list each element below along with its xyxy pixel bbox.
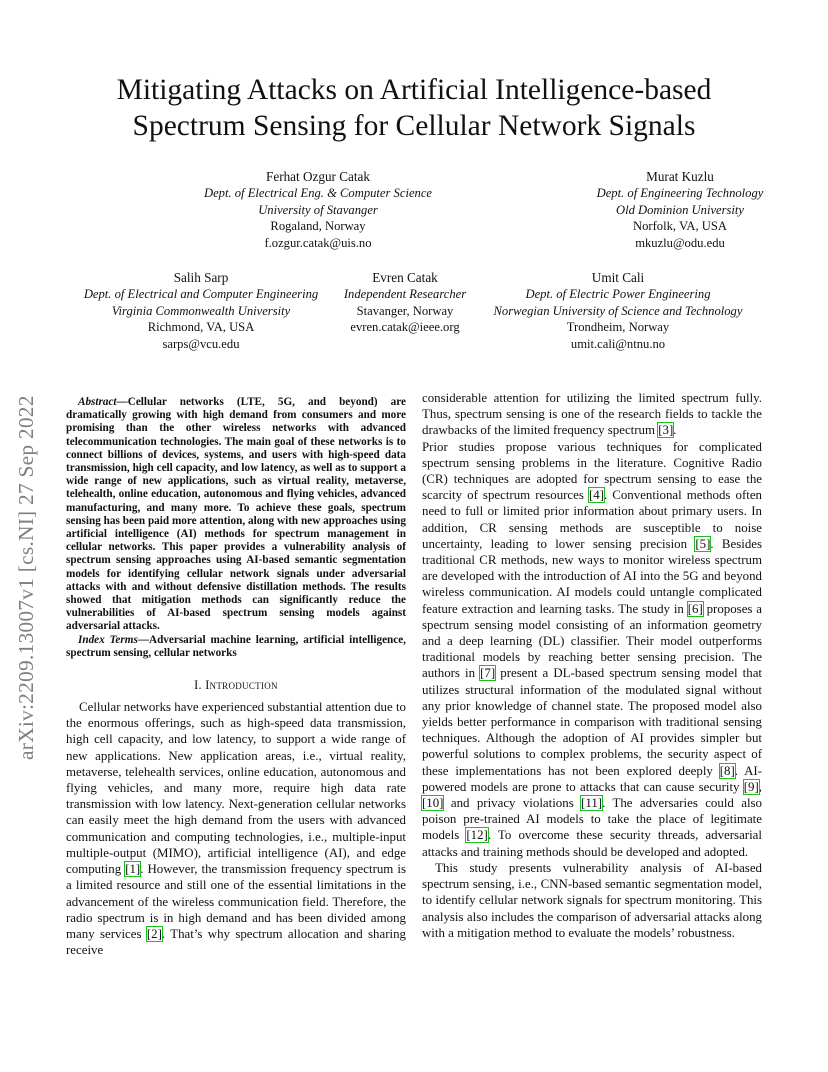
author-name: Ferhat Ozgur Catak <box>266 169 370 184</box>
intro-paragraph-1 <box>66 699 406 958</box>
text-run: considerable attention for utilizing the limited spectrum fully. Thus, spectrum sensing is one of the research fields to tackle the drawbacks of the limited frequency spectrum <box>422 391 762 438</box>
intro-paragraph-3 <box>422 860 762 941</box>
author-block-3 <box>56 270 346 352</box>
author-email[interactable]: f.ozgur.catak@uis.no <box>264 235 372 250</box>
title-line-1: Mitigating Attacks on Artificial Intelligence-based <box>116 74 712 106</box>
author-email[interactable]: evren.catak@ieee.org <box>350 320 460 335</box>
abstract-label: Abstract <box>78 396 117 408</box>
citation-link[interactable]: [7] <box>480 666 496 681</box>
author-email[interactable]: umit.cali@ntnu.no <box>570 336 666 351</box>
section-number: I. <box>194 678 202 693</box>
text-run: . To overcome these security threads, adversarial attacks and training methods should be developed and adopted. <box>422 828 762 859</box>
text-run: . AI-powered models are prone to attacks that can cause security <box>422 763 762 794</box>
citation-link[interactable]: [11] <box>581 796 603 811</box>
text-run: Prior studies propose various techniques for complicated spectrum sensing problems in the literature. Cognitive Radio (CR) techniques are adopted for spectrum sensing to ease the scarcity of spectrum resources <box>422 439 762 503</box>
citation-link[interactable]: [12] <box>466 828 488 843</box>
author-name: Umit Cali <box>591 270 645 285</box>
text-run: This study presents vulnerability analysis of AI-based spectrum sensing, i.e., CNN-based semantic segmentation model, to identify cellular network signals for spectrum monitoring. This analysis also includes the comparison of adversarial attacks along with a mitigation method to evaluate the models’ robustness. <box>422 860 762 940</box>
author-block-5 <box>478 270 758 352</box>
text-run: present a DL-based spectrum sensing model that utilizes structural information of the modulated signal without any prior knowledge of channel state. The proposed model also yields better performance in comparison with traditional sensing techniques. Although the adoption of AI provides simpler but powerful solutions to complex problems, the security aspect of these implementations has not been explored deeply <box>422 666 762 778</box>
author-dept: Dept. of Electric Power Engineering <box>525 287 711 302</box>
index-terms-text: —Adversarial machine learning, artificial intelligence, spectrum sensing, cellular networks <box>66 633 406 659</box>
author-location: Stavanger, Norway <box>356 303 454 318</box>
citation-link[interactable]: [2] <box>146 926 162 941</box>
author-email[interactable]: mkuzlu@odu.edu <box>635 235 725 250</box>
author-dept: Dept. of Electrical Eng. & Computer Science <box>203 186 433 201</box>
citation-link[interactable]: [9] <box>743 779 759 794</box>
paper-title <box>40 72 788 144</box>
paragraph-continuation <box>422 390 762 439</box>
abstract-text: —Cellular networks (LTE, 5G, and beyond) are dramatically growing with high demand from consumers and more promising than the other wireless networks with advanced telecommunication technologies. The main goal of these networks is to connect billions of devices, systems, and users with high-speed data transmission, high cell capacity, and low latency, as well as to support a wide range of new applications, such as virtual reality, metaverse, telehealth, online education, autonomous and flying vehicles, advanced manufacturing, and many more. To achieve these goals, spectrum sensing has been paid more attention, along with new approaches using artificial intelligence (AI) methods for spectrum management in cellular networks. This paper provides a vulnerability analysis of spectrum sensing approaches using AI-based semantic segmentation models for identifying cellular network signals under adversarial attacks with and without defensive distillation methods. The results showed that mitigation methods can significantly reduce the vulnerabilities of AI-based spectrum sensing models against adversarial attacks. <box>66 396 406 633</box>
intro-paragraph-2 <box>422 439 762 860</box>
text-run: . Conventional methods often need to full or limited prior information about primary users. In addition, CR sensing methods are susceptible to noise uncertainty, leading to lower sensing precision <box>422 488 762 551</box>
citation-link[interactable]: [10] <box>422 796 444 811</box>
intro-paragraph-1-continued <box>422 390 762 439</box>
author-name: Salih Sarp <box>173 270 229 285</box>
citation-link[interactable]: [1] <box>125 862 141 877</box>
title-line-2: Spectrum Sensing for Cellular Network Signals <box>132 110 696 142</box>
author-dept: Independent Researcher <box>343 287 467 302</box>
arxiv-stamp: arXiv:2209.13007v1 [cs.NI] 27 Sep 2022 <box>14 395 38 760</box>
author-univ: Virginia Commonwealth University <box>111 303 291 318</box>
citation-link[interactable]: [8] <box>719 763 735 778</box>
text-run: , <box>758 779 762 794</box>
abstract <box>66 396 406 660</box>
author-univ: Old Dominion University <box>615 202 745 217</box>
author-block-1 <box>118 169 518 251</box>
section-heading-introduction <box>66 678 406 693</box>
text-run: Cellular networks have experienced substantial attention due to the enormous offerings, such as high-speed data transmission, high cell capacity, and low latency, to support a wide range of new applications. New application areas, i.e., virtual reality, metaverse, telehealth services, online education, autonomous and flying vehicles, and many more, require high data rate transmission with low latency. Next-generation cellular networks can easily meet the high demand from the users with advanced communication and computing technologies, i.e., multiple-input multiple-output (MIMO), artificial intelligence (AI), and edge computing <box>66 700 406 877</box>
text-run: . Besides traditional CR methods, new ways to monitor wireless spectrum are developed with the introduction of AI into the 5G and beyond wireless communication. AI models could untangle complicated feature extraction and learning tasks. The study in <box>422 536 763 616</box>
author-name: Evren Catak <box>372 270 438 285</box>
author-location: Rogaland, Norway <box>270 219 366 234</box>
citation-link[interactable]: [4] <box>588 488 604 503</box>
index-terms-label: Index Terms <box>78 633 138 646</box>
section-title: Introduction <box>205 678 278 693</box>
text-run: . However, the transmission frequency spectrum is a limited resource and still one of the essential limitations in the advancement of the wireless communication field. Therefore, the radio spectrum is in high demand and has been divided among many services <box>66 862 406 941</box>
text-run: . That’s why spectrum allocation and sharing receive <box>66 926 406 958</box>
author-dept: Dept. of Electrical and Computer Engineering <box>83 287 319 302</box>
author-location: Richmond, VA, USA <box>147 320 255 335</box>
author-block-2 <box>530 169 828 251</box>
author-name: Murat Kuzlu <box>646 169 714 184</box>
citation-link[interactable]: [5] <box>695 536 711 551</box>
author-location: Trondheim, Norway <box>566 320 670 335</box>
text-run: proposes a spectrum sensing model consisting of an information geometry and a deep learning (DL) classifier. Their model outperforms traditional models by reaching better sensing precision. The authors in <box>422 601 762 681</box>
author-location: Norfolk, VA, USA <box>633 219 727 234</box>
author-block-4 <box>330 270 480 336</box>
text-run: . <box>673 423 677 438</box>
author-email[interactable]: sarps@vcu.edu <box>162 336 240 351</box>
left-column <box>66 396 406 958</box>
citation-link[interactable]: [6] <box>687 601 703 616</box>
text-run: . The adversaries could also poison pre-trained AI models to take the place of legitimate models <box>422 796 762 843</box>
author-univ: University of Stavanger <box>258 202 378 217</box>
citation-link[interactable]: [3] <box>658 423 674 438</box>
author-dept: Dept. of Engineering Technology <box>596 186 764 201</box>
right-column <box>422 390 762 941</box>
text-run: and privacy violations <box>443 796 582 811</box>
author-univ: Norwegian University of Science and Technology <box>493 303 743 318</box>
